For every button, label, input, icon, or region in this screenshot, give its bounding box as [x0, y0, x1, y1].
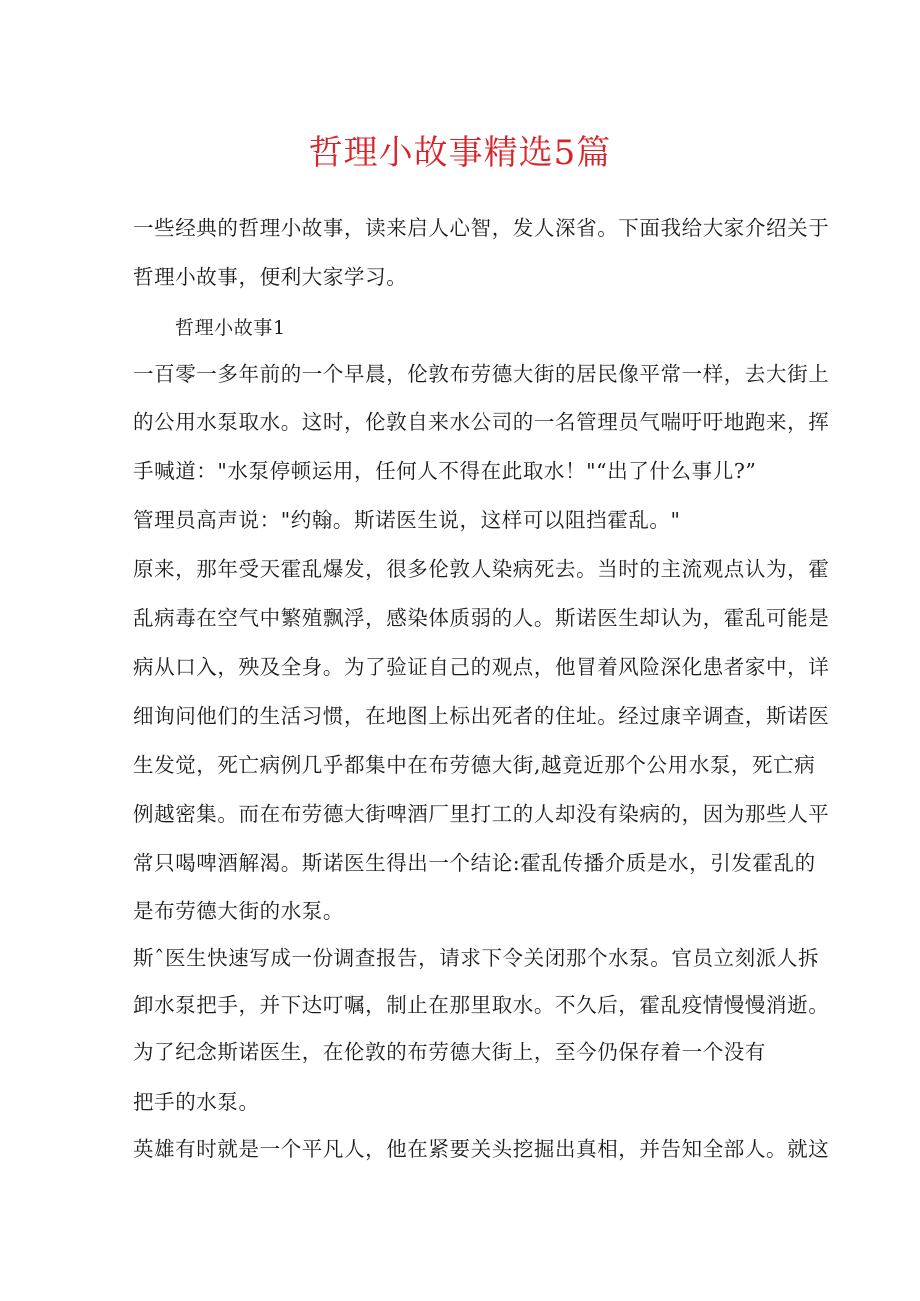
paragraph-line: 英雄有时就是一个平凡人，他在紧要关头挖掘出真相，并告知全部人。就这	[133, 1137, 830, 1161]
intro-line: 哲理小故事，便利大家学习。	[133, 265, 408, 289]
paragraph-line: 生发觉，死亡病例几乎都集中在布劳德大街,越竟近那个公用水泵，死亡病	[133, 753, 816, 777]
paragraph-line: 手喊道："水泵停顿运用，任何人不得在此取水！"“出了什么事儿?”	[133, 459, 757, 483]
paragraph-line: 的公用水泵取水。这时，伦敦自来水公司的一名管理员气喘吁吁地跑来，挥	[133, 410, 830, 434]
paragraph-line: 把手的水泵。	[133, 1090, 260, 1114]
paragraph-line: 原来，那年受天霍乱爆发，很多伦敦人染病死去。当时的主流观点认为，霍	[133, 557, 830, 581]
paragraph-line: 是布劳德大街的水泵。	[133, 899, 344, 923]
story-heading: 哲理小故事1	[175, 317, 286, 339]
paragraph-line: 病从口入，殃及全身。为了验证自己的观点，他冒着风险深化患者家中，详	[133, 655, 830, 679]
paragraph-line: 细询问他们的生活习惯，在地图上标出死者的住址。经过康辛调查，斯诺医	[133, 704, 830, 728]
paragraph-line: 一百零一多年前的一个早晨，伦敦布劳德大街的居民像平常一样，去大街上	[133, 362, 830, 386]
paragraph-line: 常只喝啤酒解渴。斯诺医生得出一个结论:霍乱传播介质是水，引发霍乱的	[133, 851, 816, 875]
document-title: 哲理小故事精选5篇	[308, 133, 612, 173]
paragraph-line: 乱病毒在空气中繁殖飘浮，感染体质弱的人。斯诺医生却认为，霍乱可能是	[133, 606, 830, 630]
paragraph-line: 为了纪念斯诺医生，在伦敦的布劳德大街上，至今仍保存着一个没有	[133, 1040, 766, 1064]
intro-line: 一些经典的哲理小故事，读来启人心智，发人深省。下面我给大家介绍关于	[133, 216, 830, 240]
paragraph-line: 斯ˆ医生快速写成一份调查报告，请求下令关闭那个水泵。官员立刻派人拆	[133, 946, 820, 970]
paragraph-line: 例越密集。而在布劳德大街啤酒厂里打工的人却没有染病的，因为那些人平	[133, 802, 830, 826]
paragraph-line: 卸水泵把手，并下达叮嘱，制止在那里取水。不久后，霍乱疫情慢慢消逝。	[133, 993, 830, 1017]
paragraph-line: 管理员高声说："约翰。斯诺医生说，这样可以阻挡霍乱。"	[133, 508, 681, 532]
